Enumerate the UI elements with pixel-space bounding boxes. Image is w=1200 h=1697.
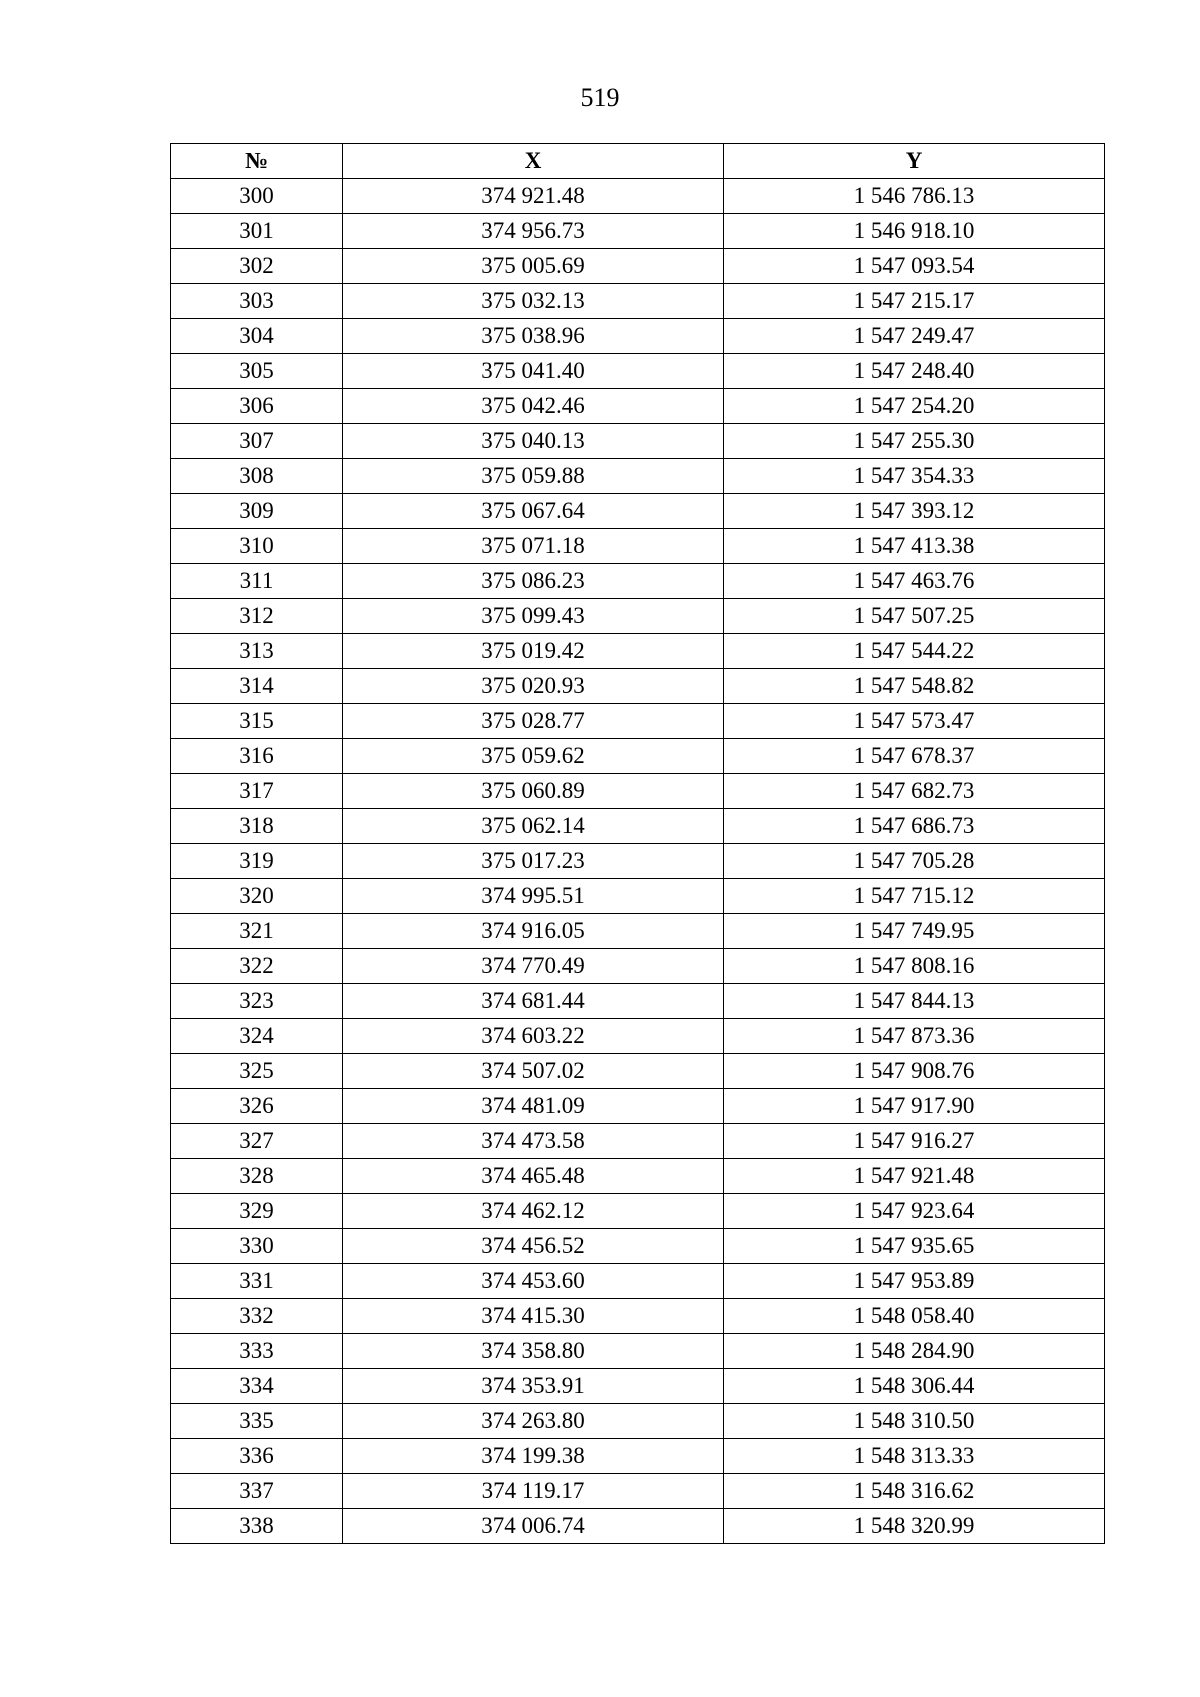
table-row xyxy=(171,1229,1105,1264)
cell-y: 1 547 715.12 xyxy=(724,879,1105,914)
cell-number: 333 xyxy=(171,1334,343,1369)
cell-number: 316 xyxy=(171,739,343,774)
cell-number: 338 xyxy=(171,1509,343,1544)
cell-x: 374 415.30 xyxy=(343,1299,724,1334)
cell-x: 374 199.38 xyxy=(343,1439,724,1474)
cell-x: 375 005.69 xyxy=(343,249,724,284)
cell-x: 375 020.93 xyxy=(343,669,724,704)
cell-x: 375 028.77 xyxy=(343,704,724,739)
table-row xyxy=(171,879,1105,914)
cell-x: 374 681.44 xyxy=(343,984,724,1019)
cell-y: 1 547 844.13 xyxy=(724,984,1105,1019)
cell-y: 1 547 354.33 xyxy=(724,459,1105,494)
cell-number: 330 xyxy=(171,1229,343,1264)
cell-x: 375 032.13 xyxy=(343,284,724,319)
cell-y: 1 547 248.40 xyxy=(724,354,1105,389)
cell-y: 1 547 935.65 xyxy=(724,1229,1105,1264)
coordinates-table xyxy=(170,143,1105,1544)
cell-x: 374 473.58 xyxy=(343,1124,724,1159)
cell-x: 375 040.13 xyxy=(343,424,724,459)
table-row xyxy=(171,214,1105,249)
table-row xyxy=(171,179,1105,214)
cell-x: 374 603.22 xyxy=(343,1019,724,1054)
cell-x: 375 086.23 xyxy=(343,564,724,599)
cell-y: 1 547 255.30 xyxy=(724,424,1105,459)
cell-number: 325 xyxy=(171,1054,343,1089)
table-header xyxy=(171,144,1105,179)
cell-x: 374 770.49 xyxy=(343,949,724,984)
cell-number: 322 xyxy=(171,949,343,984)
cell-number: 315 xyxy=(171,704,343,739)
cell-x: 375 059.88 xyxy=(343,459,724,494)
cell-y: 1 547 249.47 xyxy=(724,319,1105,354)
cell-x: 374 456.52 xyxy=(343,1229,724,1264)
cell-number: 309 xyxy=(171,494,343,529)
cell-y: 1 548 313.33 xyxy=(724,1439,1105,1474)
cell-x: 375 067.64 xyxy=(343,494,724,529)
cell-number: 305 xyxy=(171,354,343,389)
cell-y: 1 548 058.40 xyxy=(724,1299,1105,1334)
table-row xyxy=(171,704,1105,739)
table-row xyxy=(171,1019,1105,1054)
cell-y: 1 547 507.25 xyxy=(724,599,1105,634)
cell-y: 1 547 093.54 xyxy=(724,249,1105,284)
cell-number: 328 xyxy=(171,1159,343,1194)
cell-x: 374 358.80 xyxy=(343,1334,724,1369)
table-row xyxy=(171,739,1105,774)
cell-number: 308 xyxy=(171,459,343,494)
header-row xyxy=(171,144,1105,179)
cell-number: 331 xyxy=(171,1264,343,1299)
table-row xyxy=(171,1369,1105,1404)
cell-x: 375 038.96 xyxy=(343,319,724,354)
table-row xyxy=(171,1334,1105,1369)
cell-y: 1 547 749.95 xyxy=(724,914,1105,949)
cell-x: 375 071.18 xyxy=(343,529,724,564)
table-row xyxy=(171,389,1105,424)
table-row xyxy=(171,529,1105,564)
cell-number: 317 xyxy=(171,774,343,809)
table-row xyxy=(171,984,1105,1019)
cell-number: 302 xyxy=(171,249,343,284)
cell-number: 303 xyxy=(171,284,343,319)
cell-y: 1 548 306.44 xyxy=(724,1369,1105,1404)
cell-x: 374 916.05 xyxy=(343,914,724,949)
cell-x: 375 042.46 xyxy=(343,389,724,424)
cell-y: 1 547 917.90 xyxy=(724,1089,1105,1124)
cell-x: 375 041.40 xyxy=(343,354,724,389)
cell-x: 374 119.17 xyxy=(343,1474,724,1509)
cell-x: 374 921.48 xyxy=(343,179,724,214)
header-number: № xyxy=(171,144,343,179)
table-row xyxy=(171,284,1105,319)
table-row xyxy=(171,249,1105,284)
cell-y: 1 547 686.73 xyxy=(724,809,1105,844)
cell-y: 1 548 284.90 xyxy=(724,1334,1105,1369)
cell-x: 374 453.60 xyxy=(343,1264,724,1299)
cell-y: 1 546 918.10 xyxy=(724,214,1105,249)
cell-number: 323 xyxy=(171,984,343,1019)
table-row xyxy=(171,354,1105,389)
cell-number: 310 xyxy=(171,529,343,564)
table-row xyxy=(171,1439,1105,1474)
cell-x: 374 462.12 xyxy=(343,1194,724,1229)
cell-number: 311 xyxy=(171,564,343,599)
cell-y: 1 547 705.28 xyxy=(724,844,1105,879)
table-row xyxy=(171,1054,1105,1089)
cell-x: 375 062.14 xyxy=(343,809,724,844)
table-row xyxy=(171,774,1105,809)
cell-number: 335 xyxy=(171,1404,343,1439)
cell-number: 312 xyxy=(171,599,343,634)
cell-number: 329 xyxy=(171,1194,343,1229)
cell-y: 1 547 682.73 xyxy=(724,774,1105,809)
cell-number: 332 xyxy=(171,1299,343,1334)
cell-number: 314 xyxy=(171,669,343,704)
table-row xyxy=(171,319,1105,354)
cell-y: 1 547 923.64 xyxy=(724,1194,1105,1229)
table-body xyxy=(171,179,1105,1544)
cell-x: 374 465.48 xyxy=(343,1159,724,1194)
cell-number: 336 xyxy=(171,1439,343,1474)
cell-number: 307 xyxy=(171,424,343,459)
cell-number: 301 xyxy=(171,214,343,249)
table-row xyxy=(171,459,1105,494)
cell-y: 1 547 678.37 xyxy=(724,739,1105,774)
cell-y: 1 547 215.17 xyxy=(724,284,1105,319)
cell-y: 1 547 254.20 xyxy=(724,389,1105,424)
table-row xyxy=(171,1089,1105,1124)
table-row xyxy=(171,424,1105,459)
table-row xyxy=(171,1474,1105,1509)
cell-x: 375 060.89 xyxy=(343,774,724,809)
cell-y: 1 547 548.82 xyxy=(724,669,1105,704)
cell-y: 1 547 393.12 xyxy=(724,494,1105,529)
table-row xyxy=(171,634,1105,669)
cell-number: 306 xyxy=(171,389,343,424)
cell-number: 304 xyxy=(171,319,343,354)
page-number: 519 xyxy=(580,83,620,112)
cell-y: 1 547 873.36 xyxy=(724,1019,1105,1054)
cell-y: 1 547 413.38 xyxy=(724,529,1105,564)
table-row xyxy=(171,949,1105,984)
table-row xyxy=(171,564,1105,599)
cell-number: 337 xyxy=(171,1474,343,1509)
cell-y: 1 548 310.50 xyxy=(724,1404,1105,1439)
cell-y: 1 547 544.22 xyxy=(724,634,1105,669)
cell-x: 374 353.91 xyxy=(343,1369,724,1404)
table-row xyxy=(171,494,1105,529)
cell-y: 1 547 953.89 xyxy=(724,1264,1105,1299)
table-row xyxy=(171,599,1105,634)
cell-number: 324 xyxy=(171,1019,343,1054)
header-x: X xyxy=(343,144,724,179)
table-row xyxy=(171,1159,1105,1194)
cell-y: 1 548 316.62 xyxy=(724,1474,1105,1509)
cell-number: 318 xyxy=(171,809,343,844)
cell-number: 334 xyxy=(171,1369,343,1404)
table-row xyxy=(171,914,1105,949)
cell-number: 300 xyxy=(171,179,343,214)
cell-number: 321 xyxy=(171,914,343,949)
cell-y: 1 547 908.76 xyxy=(724,1054,1105,1089)
table-row xyxy=(171,1124,1105,1159)
cell-number: 327 xyxy=(171,1124,343,1159)
cell-x: 374 956.73 xyxy=(343,214,724,249)
cell-x: 375 017.23 xyxy=(343,844,724,879)
cell-number: 320 xyxy=(171,879,343,914)
cell-y: 1 547 463.76 xyxy=(724,564,1105,599)
cell-x: 374 481.09 xyxy=(343,1089,724,1124)
cell-x: 374 263.80 xyxy=(343,1404,724,1439)
cell-y: 1 546 786.13 xyxy=(724,179,1105,214)
cell-x: 375 059.62 xyxy=(343,739,724,774)
table-row xyxy=(171,669,1105,704)
table-row xyxy=(171,1299,1105,1334)
cell-x: 374 995.51 xyxy=(343,879,724,914)
table-row xyxy=(171,844,1105,879)
cell-x: 374 006.74 xyxy=(343,1509,724,1544)
header-y: Y xyxy=(724,144,1105,179)
cell-number: 326 xyxy=(171,1089,343,1124)
table-row xyxy=(171,1509,1105,1544)
table-row xyxy=(171,809,1105,844)
cell-x: 375 099.43 xyxy=(343,599,724,634)
cell-number: 319 xyxy=(171,844,343,879)
cell-y: 1 547 808.16 xyxy=(724,949,1105,984)
table-row xyxy=(171,1264,1105,1299)
cell-number: 313 xyxy=(171,634,343,669)
table-row xyxy=(171,1194,1105,1229)
cell-x: 375 019.42 xyxy=(343,634,724,669)
cell-y: 1 548 320.99 xyxy=(724,1509,1105,1544)
cell-x: 374 507.02 xyxy=(343,1054,724,1089)
cell-y: 1 547 916.27 xyxy=(724,1124,1105,1159)
cell-y: 1 547 573.47 xyxy=(724,704,1105,739)
table-row xyxy=(171,1404,1105,1439)
cell-y: 1 547 921.48 xyxy=(724,1159,1105,1194)
